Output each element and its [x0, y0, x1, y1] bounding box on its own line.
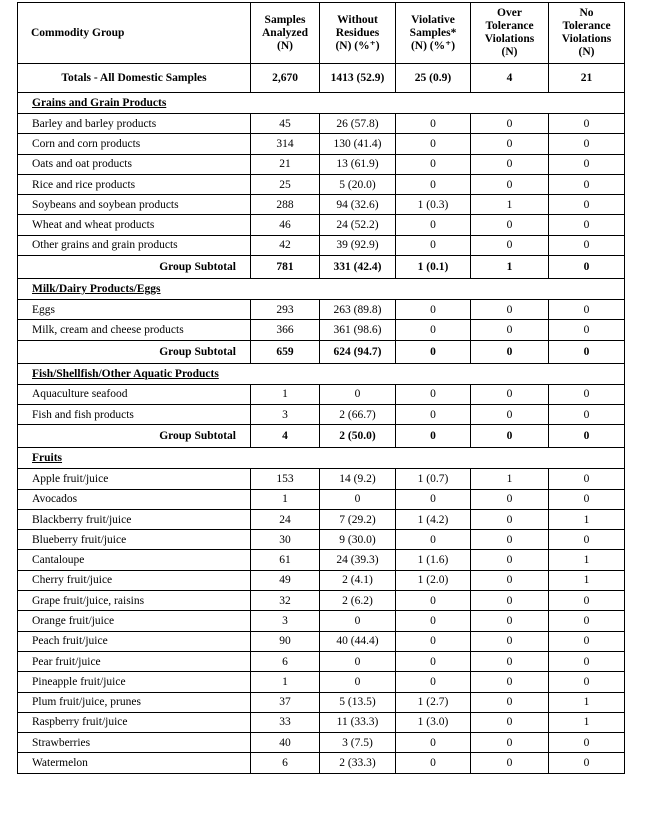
without-residues: 3 (7.5)	[320, 733, 396, 753]
commodity-name: Oats and oat products	[18, 154, 251, 174]
commodity-name: Pineapple fruit/juice	[18, 672, 251, 692]
over-tolerance: 0	[471, 733, 549, 753]
without-residues: 0	[320, 384, 396, 404]
over-tolerance: 1	[471, 469, 549, 489]
over-tolerance: 0	[471, 631, 549, 651]
no-tolerance: 1	[549, 570, 625, 590]
over-tolerance: 0	[471, 530, 549, 550]
no-tolerance: 0	[549, 320, 625, 340]
section-title: Grains and Grain Products	[32, 97, 167, 109]
samples-analyzed: 42	[251, 235, 320, 255]
totals-without: 1413 (52.9)	[320, 64, 396, 93]
commodity-name: Barley and barley products	[18, 114, 251, 134]
totals-over: 4	[471, 64, 549, 93]
without-residues: 11 (33.3)	[320, 712, 396, 732]
without-residues: 94 (32.6)	[320, 195, 396, 215]
samples-analyzed: 21	[251, 154, 320, 174]
commodity-name: Strawberries	[18, 733, 251, 753]
no-tolerance: 0	[549, 753, 625, 773]
samples-analyzed: 3	[251, 611, 320, 631]
col-commodity-group: Commodity Group	[18, 3, 251, 64]
without-residues: 0	[320, 672, 396, 692]
no-tolerance: 0	[549, 530, 625, 550]
samples-analyzed: 25	[251, 174, 320, 194]
table-row	[18, 195, 625, 215]
commodity-name: Watermelon	[18, 753, 251, 773]
no-tolerance: 0	[549, 235, 625, 255]
section-title: Fruits	[32, 452, 63, 465]
without-residues: 9 (30.0)	[320, 530, 396, 550]
no-tolerance: 0	[549, 404, 625, 424]
over-tolerance: 0	[471, 570, 549, 590]
samples-analyzed: 293	[251, 300, 320, 320]
group-subtotal-row	[18, 256, 625, 279]
table-row	[18, 174, 625, 194]
samples-analyzed: 45	[251, 114, 320, 134]
samples-analyzed: 3	[251, 404, 320, 424]
subtotal-no-tolerance: 0	[549, 256, 625, 279]
violative-samples: 0	[396, 134, 471, 154]
without-residues: 40 (44.4)	[320, 631, 396, 651]
commodity-name: Blackberry fruit/juice	[18, 509, 251, 529]
over-tolerance: 1	[471, 195, 549, 215]
table-row	[18, 489, 625, 509]
subtotal-samples-analyzed: 781	[251, 256, 320, 279]
commodity-name: Cherry fruit/juice	[18, 570, 251, 590]
samples-analyzed: 49	[251, 570, 320, 590]
without-residues: 13 (61.9)	[320, 154, 396, 174]
table-row	[18, 530, 625, 550]
over-tolerance: 0	[471, 174, 549, 194]
col-over-tolerance: Over Tolerance Violations (N)	[471, 3, 549, 64]
violative-samples: 0	[396, 174, 471, 194]
violative-samples: 0	[396, 672, 471, 692]
no-tolerance: 0	[549, 300, 625, 320]
without-residues: 263 (89.8)	[320, 300, 396, 320]
no-tolerance: 0	[549, 134, 625, 154]
violative-samples: 0	[396, 154, 471, 174]
table-row	[18, 753, 625, 773]
no-tolerance: 0	[549, 215, 625, 235]
table-row	[18, 733, 625, 753]
table-row	[18, 134, 625, 154]
violative-samples: 1 (2.0)	[396, 570, 471, 590]
violative-samples: 0	[396, 114, 471, 134]
subtotal-over-tolerance: 1	[471, 256, 549, 279]
over-tolerance: 0	[471, 692, 549, 712]
subtotal-over-tolerance: 0	[471, 340, 549, 363]
without-residues: 0	[320, 651, 396, 671]
commodity-name: Other grains and grain products	[18, 235, 251, 255]
subtotal-over-tolerance: 0	[471, 425, 549, 448]
samples-analyzed: 1	[251, 672, 320, 692]
no-tolerance: 1	[549, 550, 625, 570]
violative-samples: 1 (4.2)	[396, 509, 471, 529]
no-tolerance: 1	[549, 692, 625, 712]
over-tolerance: 0	[471, 404, 549, 424]
table-row	[18, 509, 625, 529]
no-tolerance: 0	[549, 114, 625, 134]
no-tolerance: 0	[549, 469, 625, 489]
subtotal-violative-samples: 1 (0.1)	[396, 256, 471, 279]
samples-analyzed: 40	[251, 733, 320, 753]
violative-samples: 0	[396, 530, 471, 550]
over-tolerance: 0	[471, 300, 549, 320]
over-tolerance: 0	[471, 114, 549, 134]
totals-label: Totals - All Domestic Samples	[18, 64, 251, 93]
samples-analyzed: 1	[251, 489, 320, 509]
violative-samples: 1 (3.0)	[396, 712, 471, 732]
section-header	[18, 279, 625, 300]
over-tolerance: 0	[471, 651, 549, 671]
over-tolerance: 0	[471, 611, 549, 631]
no-tolerance: 0	[549, 651, 625, 671]
table-row	[18, 384, 625, 404]
without-residues: 0	[320, 489, 396, 509]
over-tolerance: 0	[471, 134, 549, 154]
table-row	[18, 550, 625, 570]
violative-samples: 0	[396, 631, 471, 651]
section-header	[18, 93, 625, 114]
without-residues: 2 (4.1)	[320, 570, 396, 590]
subtotal-violative-samples: 0	[396, 425, 471, 448]
no-tolerance: 0	[549, 672, 625, 692]
subtotal-label: Group Subtotal	[18, 256, 251, 279]
without-residues: 14 (9.2)	[320, 469, 396, 489]
without-residues: 2 (66.7)	[320, 404, 396, 424]
subtotal-no-tolerance: 0	[549, 340, 625, 363]
samples-analyzed: 6	[251, 753, 320, 773]
col-without-residues: Without Residues (N) (%⁺)	[320, 3, 396, 64]
commodity-name: Wheat and wheat products	[18, 215, 251, 235]
over-tolerance: 0	[471, 753, 549, 773]
subtotal-label: Group Subtotal	[18, 425, 251, 448]
without-residues: 5 (20.0)	[320, 174, 396, 194]
table-row	[18, 570, 625, 590]
group-subtotal-row	[18, 340, 625, 363]
without-residues: 26 (57.8)	[320, 114, 396, 134]
subtotal-no-tolerance: 0	[549, 425, 625, 448]
table-row	[18, 712, 625, 732]
over-tolerance: 0	[471, 215, 549, 235]
no-tolerance: 0	[549, 174, 625, 194]
no-tolerance: 0	[549, 195, 625, 215]
group-subtotal-row	[18, 425, 625, 448]
without-residues: 130 (41.4)	[320, 134, 396, 154]
over-tolerance: 0	[471, 712, 549, 732]
subtotal-without-residues: 624 (94.7)	[320, 340, 396, 363]
samples-analyzed: 33	[251, 712, 320, 732]
commodity-name: Grape fruit/juice, raisins	[18, 591, 251, 611]
subtotal-without-residues: 2 (50.0)	[320, 425, 396, 448]
samples-analyzed: 6	[251, 651, 320, 671]
section-title: Fish/Shellfish/Other Aquatic Products	[32, 367, 219, 380]
no-tolerance: 0	[549, 489, 625, 509]
table-row	[18, 611, 625, 631]
violative-samples: 0	[396, 215, 471, 235]
without-residues: 5 (13.5)	[320, 692, 396, 712]
section-header	[18, 448, 625, 469]
violative-samples: 0	[396, 384, 471, 404]
samples-analyzed: 288	[251, 195, 320, 215]
no-tolerance: 0	[549, 733, 625, 753]
over-tolerance: 0	[471, 489, 549, 509]
commodity-name: Rice and rice products	[18, 174, 251, 194]
samples-analyzed: 61	[251, 550, 320, 570]
over-tolerance: 0	[471, 320, 549, 340]
totals-samples: 2,670	[251, 64, 320, 93]
over-tolerance: 0	[471, 154, 549, 174]
violative-samples: 0	[396, 320, 471, 340]
over-tolerance: 0	[471, 509, 549, 529]
over-tolerance: 0	[471, 235, 549, 255]
commodity-name: Aquaculture seafood	[18, 384, 251, 404]
table-row	[18, 631, 625, 651]
commodity-name: Eggs	[18, 300, 251, 320]
no-tolerance: 0	[549, 384, 625, 404]
without-residues: 7 (29.2)	[320, 509, 396, 529]
subtotal-label: Group Subtotal	[18, 340, 251, 363]
violative-samples: 0	[396, 591, 471, 611]
samples-analyzed: 46	[251, 215, 320, 235]
samples-analyzed: 24	[251, 509, 320, 529]
no-tolerance: 0	[549, 591, 625, 611]
commodity-name: Fish and fish products	[18, 404, 251, 424]
violative-samples: 0	[396, 753, 471, 773]
samples-analyzed: 366	[251, 320, 320, 340]
samples-analyzed: 90	[251, 631, 320, 651]
table-row	[18, 154, 625, 174]
col-violative-samples: Violative Samples* (N) (%⁺)	[396, 3, 471, 64]
commodity-name: Milk, cream and cheese products	[18, 320, 251, 340]
violative-samples: 0	[396, 235, 471, 255]
no-tolerance: 0	[549, 611, 625, 631]
section-header	[18, 363, 625, 384]
samples-analyzed: 37	[251, 692, 320, 712]
table-row	[18, 320, 625, 340]
without-residues: 24 (52.2)	[320, 215, 396, 235]
over-tolerance: 0	[471, 550, 549, 570]
commodity-name: Peach fruit/juice	[18, 631, 251, 651]
over-tolerance: 0	[471, 384, 549, 404]
table-row	[18, 114, 625, 134]
samples-analyzed: 32	[251, 591, 320, 611]
subtotal-samples-analyzed: 659	[251, 340, 320, 363]
over-tolerance: 0	[471, 672, 549, 692]
no-tolerance: 1	[549, 509, 625, 529]
totals-no-tolerance: 21	[549, 64, 625, 93]
without-residues: 361 (98.6)	[320, 320, 396, 340]
violative-samples: 0	[396, 489, 471, 509]
without-residues: 0	[320, 611, 396, 631]
table-row	[18, 651, 625, 671]
residue-table	[17, 2, 625, 774]
violative-samples: 1 (1.6)	[396, 550, 471, 570]
table-row	[18, 235, 625, 255]
samples-analyzed: 1	[251, 384, 320, 404]
violative-samples: 1 (0.7)	[396, 469, 471, 489]
commodity-name: Pear fruit/juice	[18, 651, 251, 671]
violative-samples: 0	[396, 300, 471, 320]
commodity-name: Raspberry fruit/juice	[18, 712, 251, 732]
table-row	[18, 300, 625, 320]
section-title: Milk/Dairy Products/Eggs	[32, 283, 161, 296]
samples-analyzed: 30	[251, 530, 320, 550]
table-row	[18, 591, 625, 611]
subtotal-without-residues: 331 (42.4)	[320, 256, 396, 279]
commodity-name: Soybeans and soybean products	[18, 195, 251, 215]
no-tolerance: 1	[549, 712, 625, 732]
table-row	[18, 672, 625, 692]
commodity-name: Apple fruit/juice	[18, 469, 251, 489]
violative-samples: 1 (2.7)	[396, 692, 471, 712]
subtotal-samples-analyzed: 4	[251, 425, 320, 448]
commodity-name: Cantaloupe	[18, 550, 251, 570]
without-residues: 39 (92.9)	[320, 235, 396, 255]
totals-violative: 25 (0.9)	[396, 64, 471, 93]
samples-analyzed: 153	[251, 469, 320, 489]
commodity-name: Orange fruit/juice	[18, 611, 251, 631]
samples-analyzed: 314	[251, 134, 320, 154]
table-row	[18, 404, 625, 424]
table-row	[18, 692, 625, 712]
without-residues: 24 (39.3)	[320, 550, 396, 570]
commodity-name: Avocados	[18, 489, 251, 509]
violative-samples: 0	[396, 651, 471, 671]
col-no-tolerance: No Tolerance Violations (N)	[549, 3, 625, 64]
header-row	[18, 3, 625, 64]
over-tolerance: 0	[471, 591, 549, 611]
commodity-name: Corn and corn products	[18, 134, 251, 154]
subtotal-violative-samples: 0	[396, 340, 471, 363]
no-tolerance: 0	[549, 154, 625, 174]
commodity-name: Plum fruit/juice, prunes	[18, 692, 251, 712]
violative-samples: 0	[396, 611, 471, 631]
totals-row	[18, 64, 625, 93]
no-tolerance: 0	[549, 631, 625, 651]
violative-samples: 0	[396, 404, 471, 424]
violative-samples: 1 (0.3)	[396, 195, 471, 215]
commodity-name: Blueberry fruit/juice	[18, 530, 251, 550]
table-row	[18, 469, 625, 489]
violative-samples: 0	[396, 733, 471, 753]
table-row	[18, 215, 625, 235]
col-samples-analyzed: Samples Analyzed (N)	[251, 3, 320, 64]
without-residues: 2 (6.2)	[320, 591, 396, 611]
without-residues: 2 (33.3)	[320, 753, 396, 773]
